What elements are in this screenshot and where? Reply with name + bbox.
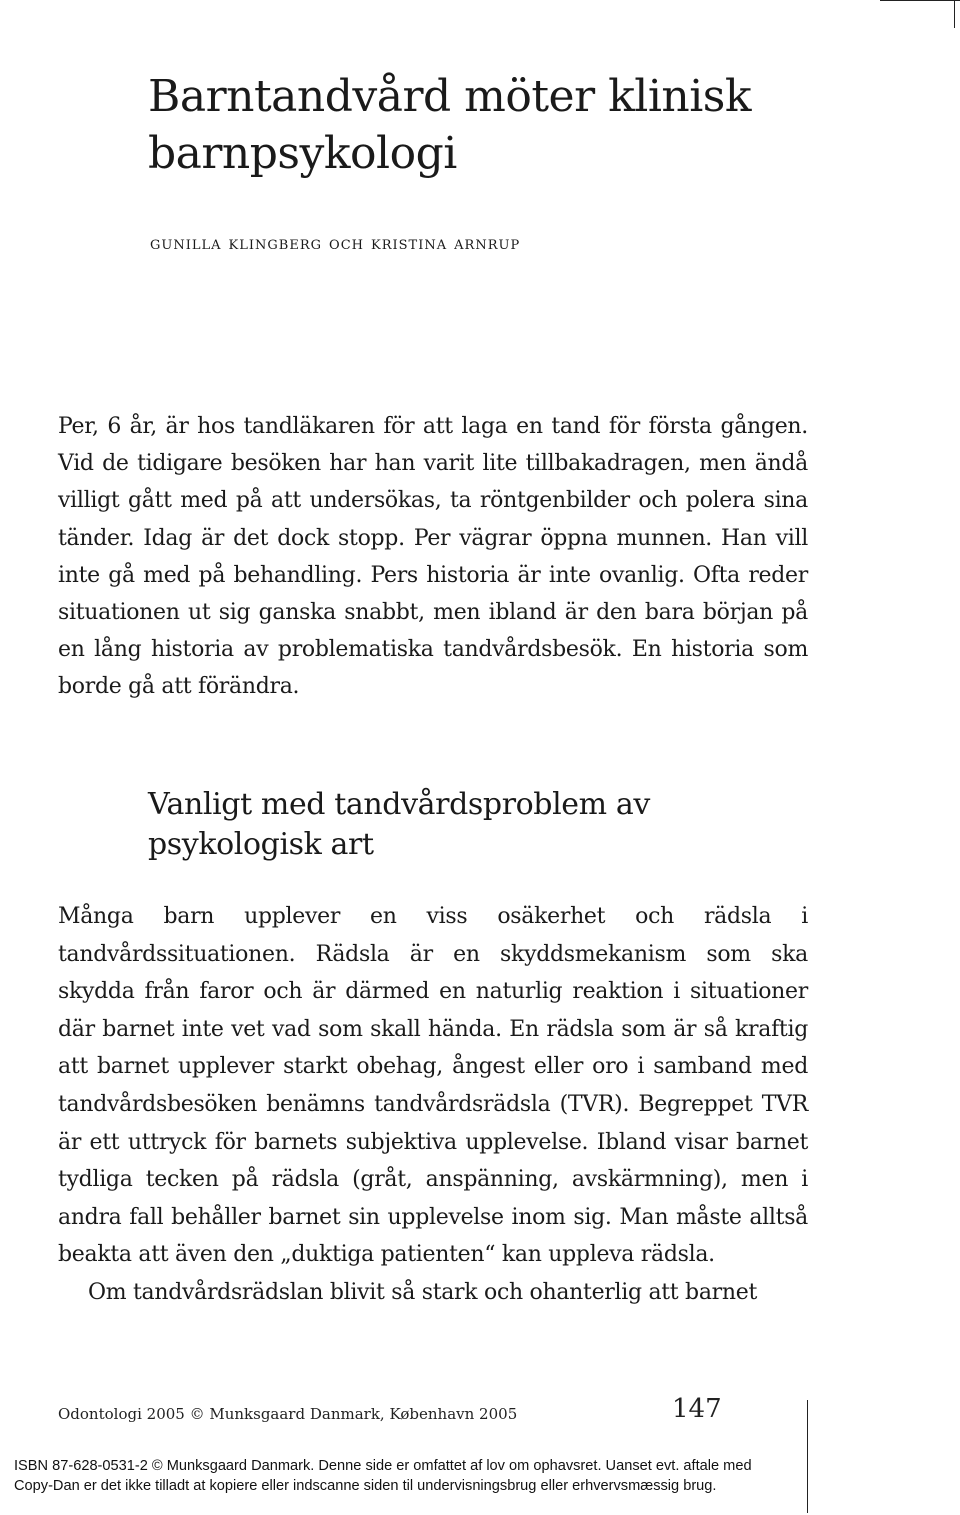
body-paragraph-1: Många barn upplever en viss osäkerhet och rädsla i tandvårdssituationen. Rädsla är en skyddsmekanism som ska skydda från faror och är därmed en naturlig reaktion i situationer där barnet inte vet vad som skall hända. En rädsla som är så kraftig att barnet upplever starkt obehag, ångest eller oro i samband med tandvårdsbesöken benämns tandvårdsrädsla (TVR). Begreppet TVR är ett uttryck för barnets subjektiva upplevelse. Ibland visar barnet tydliga tecken på rädsla (gråt, anspänning, avskärmning), men i andra fall behåller barnet sin upplevelse inom sig. Man måste alltså beakta att även den „duktiga patienten“ kan uppleva rädsla. — [58, 904, 808, 1268]
intro-paragraph: Per, 6 år, är hos tandläkaren för att laga en tand för första gången. Vid de tidigare besöken har han varit lite tillbakadragen, men ändå villigt gått med på att undersökas, ta röntgenbilder och polera sina tänder. Idag är det dock stopp. Per vägrar öppna munnen. Han vill inte gå med på behandling. Pers historia är inte ovanlig. Ofta reder situationen ut sig ganska snabbt, men ibland är den bara början på en lång historia av problematiska tandvårdsbesök. En historia som borde gå att förändra. — [58, 414, 808, 700]
copyright-line-1: ISBN 87-628-0531-2 © Munksgaard Danmark. Denne side er omfattet af lov om ophavsret. Uanset evt. aftale med — [14, 1458, 752, 1474]
crop-mark-horizontal — [880, 0, 960, 1]
article-title: Barntandvård möter klinisk barnpsykologi — [148, 71, 752, 179]
section-heading: Vanligt med tandvårdsproblem av psykologisk art — [148, 787, 650, 862]
body-text — [58, 898, 808, 1312]
page-number: 147 — [672, 1394, 722, 1424]
copyright-notice — [14, 1457, 914, 1496]
article-authors: gunilla klingberg och kristina arnrup — [150, 232, 521, 254]
crop-mark-vertical — [954, 0, 955, 28]
footer-citation: Odontologi 2005 © Munksgaard Danmark, København 2005 — [58, 1405, 518, 1423]
body-paragraph-2: Om tandvårdsrädslan blivit så stark och ohanterlig att barnet — [88, 1279, 757, 1305]
copyright-line-2: Copy-Dan er det ikke tilladt at kopiere eller indscanne siden til undervisningsbrug eller erhvervsmæssig brug. — [14, 1477, 717, 1494]
